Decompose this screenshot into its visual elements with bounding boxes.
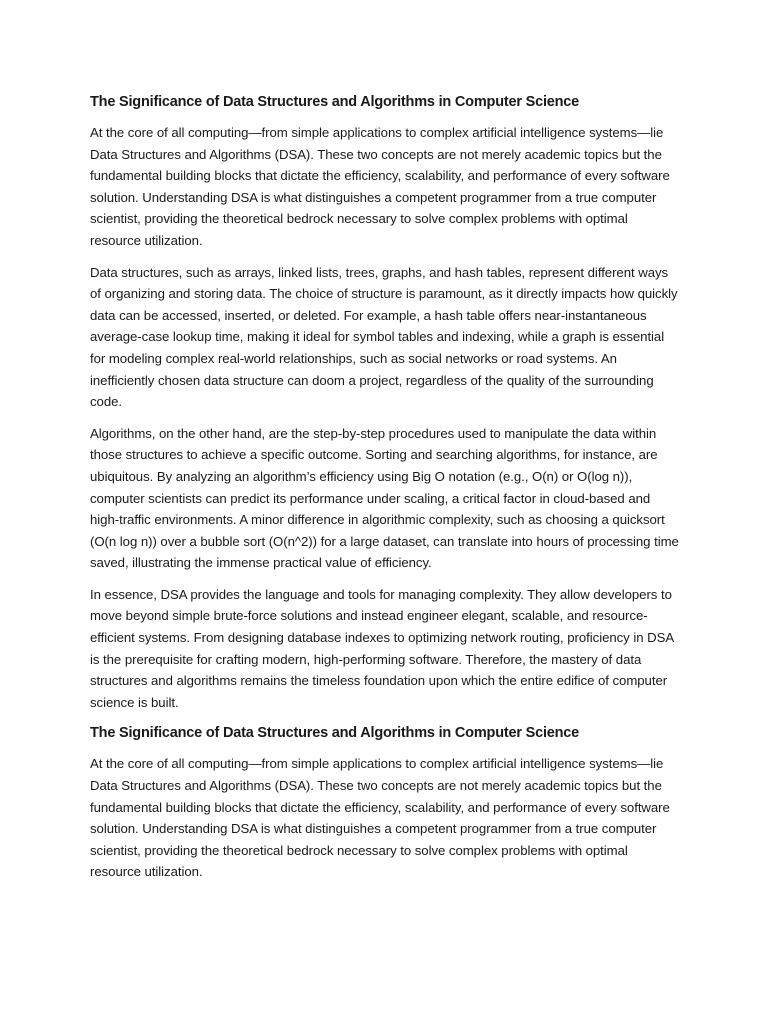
- paragraph: Data structures, such as arrays, linked lists, trees, graphs, and hash tables, represent different ways of organizing and storing data. The choice of structure is paramount, as it directly impacts how quickly data can be accessed, inserted, or deleted. For example, a hash table offers near-instantaneous average-case lookup time, making it ideal for symbol tables and indexing, while a graph is essential for modeling complex real-world relationships, such as social networks or road systems. An inefficiently chosen data structure can doom a project, regardless of the quality of the surrounding code.: [90, 264, 678, 410]
- paragraph: In essence, DSA provides the language and tools for managing complexity. They allow developers to move beyond simple brute-force solutions and instead engineer elegant, scalable, and resource-efficient systems. From designing database indexes to optimizing network routing, proficiency in DSA is the prerequisite for crafting modern, high-performing software. Therefore, the mastery of data structures and algorithms remains the timeless foundation upon which the entire edifice of computer science is built.: [90, 586, 674, 710]
- document-body: [90, 92, 682, 893]
- section-heading: The Significance of Data Structures and Algorithms in Computer Science: [90, 725, 580, 742]
- paragraph: Algorithms, on the other hand, are the step-by-step procedures used to manipulate the data within those structures to achieve a specific outcome. Sorting and searching algorithms, for instance, are ubiquitous. By analyzing an algorithm’s efficiency using Big O notation (e.g., O(n) or O(log n)), computer scientists can predict its performance under scaling, a critical factor in cloud-based and high-traffic environments. A minor difference in algorithmic complexity, such as choosing a quicksort (O(n log n)) over a bubble sort (O(n^2)) for a large dataset, can translate into hours of processing time saved, illustrating the immense practical value of efficiency.: [90, 425, 679, 571]
- paragraph: At the core of all computing—from simple applications to complex artificial intelligence systems—lie Data Structures and Algorithms (DSA). These two concepts are not merely academic topics but the fundamental building blocks that dictate the efficiency, scalability, and performance of every software solution. Understanding DSA is what distinguishes a competent programmer from a true computer scientist, providing the theoretical bedrock necessary to solve complex problems with optimal resource utilization.: [90, 125, 670, 248]
- paragraph: At the core of all computing—from simple applications to complex artificial intelligence systems—lie Data Structures and Algorithms (DSA). These two concepts are not merely academic topics but the fundamental building blocks that dictate the efficiency, scalability, and performance of every software solution. Understanding DSA is what distinguishes a competent programmer from a true computer scientist, providing the theoretical bedrock necessary to solve complex problems with optimal resource utilization.: [90, 756, 670, 880]
- section-heading: The Significance of Data Structures and Algorithms in Computer Science: [90, 94, 580, 110]
